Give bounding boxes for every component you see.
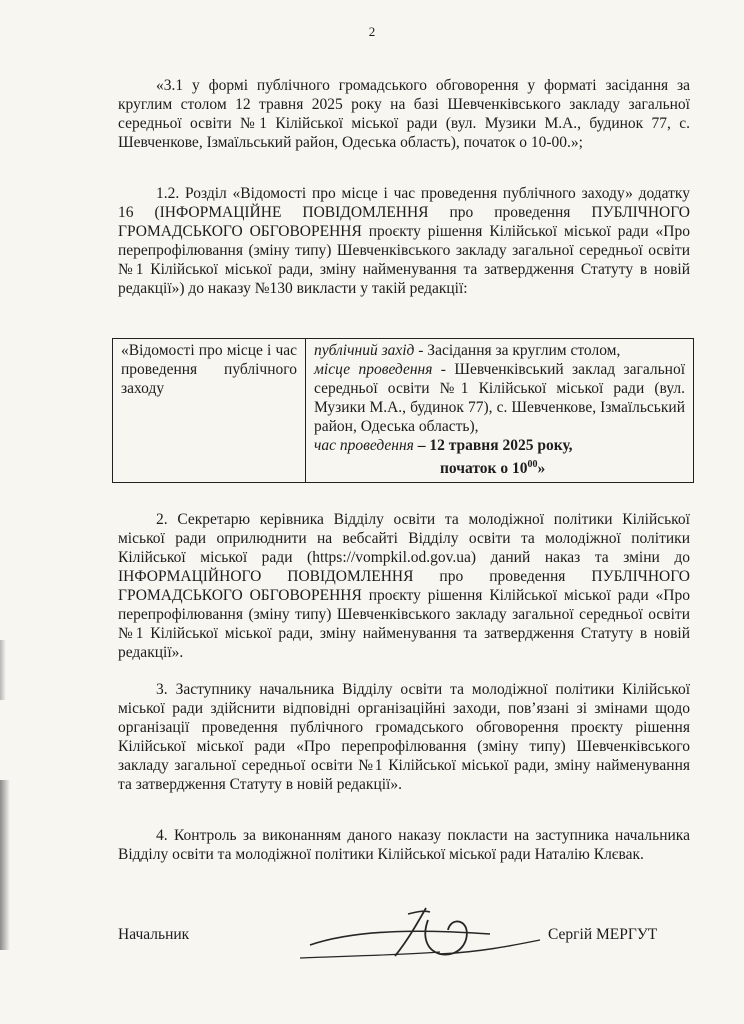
time-row	[314, 436, 685, 455]
scan-edge-shadow	[0, 780, 10, 950]
event-label: публічний захід	[314, 342, 415, 359]
start-row	[314, 455, 685, 478]
scan-edge-shadow	[0, 640, 6, 700]
start-sup: 00	[527, 459, 538, 470]
table-row	[113, 339, 694, 483]
time-label: час проведення	[314, 437, 414, 454]
place-value: - Шевченківський заклад загальної середньої освіти №1 Кілійської міської ради (вул. Музики М.А., будинок 77), с. Шевченкове, Ізмаїльський район, Одеська область),	[314, 361, 685, 435]
paragraph-4: 4. Контроль за виконанням даного наказу покласти на заступника начальника Відділу освіти та молодіжної політики Кілійської міської ради Наталію Клєвак.	[118, 827, 690, 863]
info-table	[112, 338, 694, 483]
paragraph-3: 3. Заступнику начальника Відділу освіти та молодіжної політики Кілійської міської ради здійснити відповідні організаційні заходи, пов’язані зі змінами щодо організації проведення публічного громадського обговорення проєкту рішення Кілійської міської ради «Про перепрофілювання (зміну типу) Шевченківського закладу загальної середньої освіти №1 Кілійської міської ради, зміну найменування та затвердження Статуту в новій редакції».	[118, 681, 690, 793]
paragraph-1-2: 1.2. Розділ «Відомості про місце і час проведення публічного заходу» додатку 16 (ІНФОРМАЦІЙНЕ ПОВІДОМЛЕННЯ про проведення ПУБЛІЧНОГО ГРОМАДСЬКОГО ОБГОВОРЕННЯ проєкту рішення Кілійської міської ради «Про перепрофілювання (зміну типу) Шевченківського закладу загальної середньої освіти №1 Кілійської міської ради, зміну найменування та затвердження Статуту в новій редакції») до наказу №130 викласти у такій редакції:	[118, 185, 690, 297]
signer-name: Сергій МЕРГУТ	[548, 926, 658, 943]
place-label: місце проведення	[314, 361, 433, 378]
paragraph-2: 2. Секретарю керівника Відділу освіти та молодіжної політики Кілійської міської ради оприлюднити на вебсайті Відділу освіти та молодіжної політики Кілійської міської ради (https://vompkil.od.gov.ua) даний наказ та зміни до ІНФОРМАЦІЙНОГО ПОВІДОМЛЕННЯ про проведення ПУБЛІЧНОГО ГРОМАДСЬКОГО ОБГОВОРЕННЯ проєкту рішення Кілійської міської ради «Про перепрофілювання (зміну типу) Шевченківського закладу загальної середньої освіти №1 Кілійської міської ради, зміну найменування та затвердження Статуту в новій редакції».	[118, 511, 690, 661]
table-right-cell	[306, 339, 694, 483]
page-number: 2	[368, 24, 376, 39]
start-end: »	[537, 460, 546, 478]
signer-title: Начальник	[118, 926, 190, 943]
time-value: – 12 травня 2025 року,	[413, 437, 573, 454]
table-left-cell: «Відомості про місце і час проведення публічного заходу	[113, 339, 306, 483]
paragraph-3-1: «3.1 у формі публічного громадського обговорення у форматі засідання за круглим столом 12 травня 2025 року на базі Шевченківського закладу загальної середньої освіти №1 Кілійської міської ради (вул. Музики М.А., будинок 77, с. Шевченкове, Ізмаїльський район, Одеська область), початок о 10-00.»;	[118, 77, 690, 151]
handwritten-signature	[290, 900, 550, 970]
start-text: початок о 10	[440, 460, 528, 478]
event-value: - Засідання за круглим столом,	[414, 342, 621, 359]
